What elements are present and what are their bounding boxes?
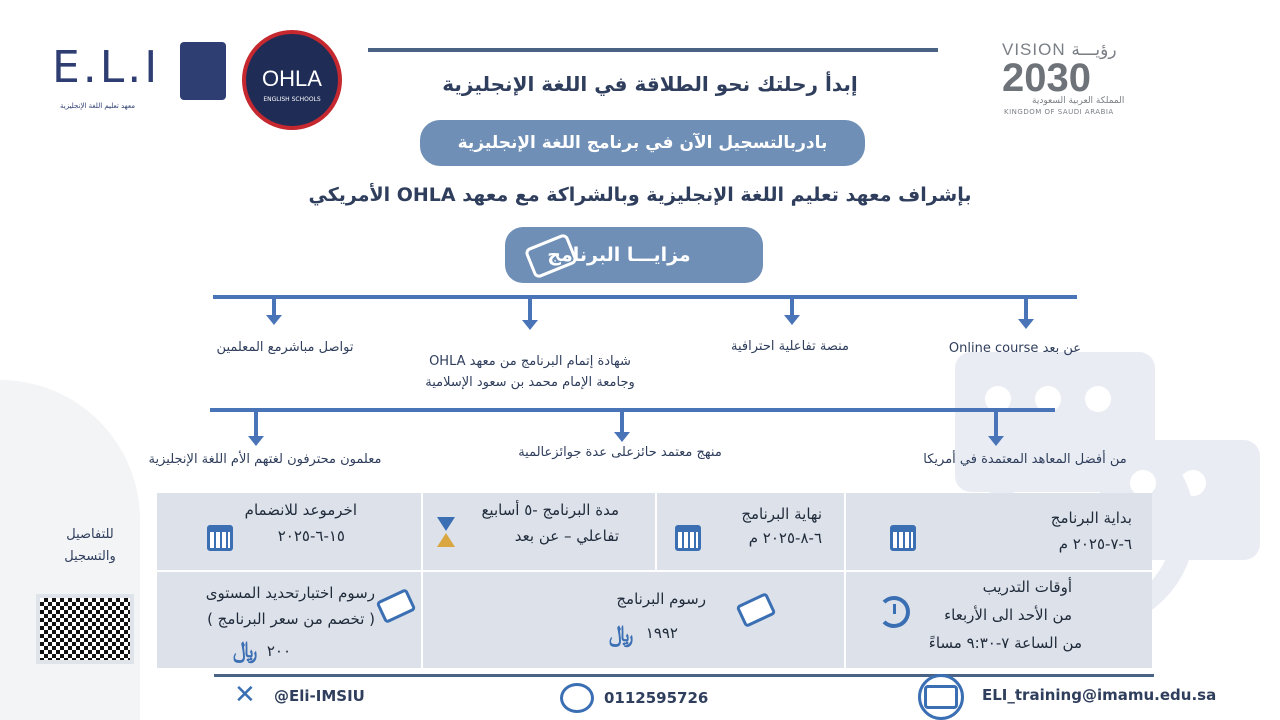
headline: إبدأ رحلتك نحو الطلاقة في اللغة الإنجليزية xyxy=(442,72,858,96)
ohla-logo xyxy=(242,30,342,130)
details-label xyxy=(50,524,130,568)
phone-number[interactable]: 0112595726 xyxy=(604,689,709,707)
test-title: رسوم اختبارتحديد المستوى xyxy=(205,584,375,602)
email-address[interactable]: ELI_training@imamu.edu.sa xyxy=(982,686,1217,704)
subtitle: بإشراف معهد تعليم اللغة الإنجليزية وبالشراكة مع معهد OHLA الأمريكي xyxy=(308,184,972,206)
feature-certificate-line2: وجامعة الإمام محمد بن سعود الإسلامية xyxy=(425,375,635,390)
details-line1: للتفاصيل xyxy=(66,527,114,542)
duration-cell xyxy=(423,495,655,569)
arrow-down-icon xyxy=(790,299,794,317)
feature-curriculum: منهج معتمد حائزعلى عدة جوائزعالمية xyxy=(518,445,722,460)
hourglass-icon-bottom xyxy=(437,533,455,547)
details-line2: والتسجيل xyxy=(64,549,116,564)
qr-code[interactable] xyxy=(36,594,134,664)
twitter-handle[interactable]: @Eli-IMSIU xyxy=(274,687,365,705)
payment-icon xyxy=(736,592,777,628)
ohla-logo-subtitle: ENGLISH SCHOOLS xyxy=(263,96,321,103)
start-title: بداية البرنامج xyxy=(1050,509,1132,527)
eli-logo xyxy=(52,40,232,120)
start-date: ٦-٧-٢٠٢٥ م xyxy=(1058,535,1132,553)
top-divider xyxy=(368,48,938,52)
test-cell xyxy=(157,572,421,668)
vision-kingdom-ar: المملكة العربية السعودية xyxy=(1032,96,1125,106)
vision-2030-logo xyxy=(1002,40,1152,120)
feature-native-teachers: معلمون محترفون لغتهم الأم اللغة الإنجليزية xyxy=(148,452,382,467)
test-value: ٢٠٠ xyxy=(266,642,291,660)
feature-accredited: من أفضل المعاهد المعتمدة في أمريكا xyxy=(923,452,1127,467)
hours-time: من الساعة ٧-٩:٣٠ مساءً xyxy=(928,634,1082,652)
calendar-icon xyxy=(890,525,916,551)
vision-year: 2030 xyxy=(1002,56,1091,100)
deadline-title: اخرموعد للانضمام xyxy=(244,501,357,519)
hours-cell xyxy=(846,572,1152,668)
duration-value: تفاعلي – عن بعد xyxy=(514,527,619,545)
mail-icon[interactable] xyxy=(918,674,964,720)
fees-value: ١٩٩٢ xyxy=(645,624,678,642)
hours-days: من الأحد الى الأربعاء xyxy=(944,606,1072,624)
arrow-down-icon xyxy=(994,412,998,438)
features-connector-1 xyxy=(213,295,1077,299)
clock-icon xyxy=(878,596,910,628)
hourglass-icon xyxy=(437,517,455,531)
feature-platform: منصة تفاعلية احترافية xyxy=(731,339,849,354)
end-title: نهاية البرنامج xyxy=(741,505,822,523)
features-connector-2 xyxy=(210,408,1055,412)
end-cell xyxy=(657,495,844,569)
arrow-down-icon xyxy=(528,299,532,322)
x-icon[interactable]: ✕ xyxy=(234,680,256,710)
phone-icon[interactable] xyxy=(560,683,594,713)
eli-logo-letters: E.L.I xyxy=(52,42,161,93)
payment-icon xyxy=(376,588,417,624)
riyal-icon: ﷼ xyxy=(609,622,634,647)
arrow-down-icon xyxy=(254,412,258,438)
bottom-divider xyxy=(214,674,1154,677)
fees-title: رسوم البرنامج xyxy=(616,590,706,608)
feature-teachers-contact: تواصل مباشرمع المعلمين xyxy=(216,340,354,355)
calendar-icon xyxy=(207,525,233,551)
register-banner: بادربالتسجيل الآن في برنامج اللغة الإنجليزية xyxy=(420,120,865,166)
arrow-down-icon xyxy=(272,299,276,317)
feature-certificate-line1: شهادة إتمام البرنامج من معهد OHLA xyxy=(429,354,631,369)
calendar-icon xyxy=(675,525,701,551)
arrow-down-icon xyxy=(1024,299,1028,321)
feature-online: عن بعد Online course xyxy=(948,341,1082,356)
test-note: ( تخصم من سعر البرنامج ) xyxy=(207,610,375,628)
end-date: ٦-٨-٢٠٢٥ م xyxy=(748,529,822,547)
deadline-date: ١٥-٦-٢٠٢٥ xyxy=(277,527,345,545)
vision-label: VISION رؤيـــة xyxy=(1002,40,1117,59)
ohla-logo-text: OHLA xyxy=(262,66,322,91)
imsiu-emblem xyxy=(180,42,226,100)
hours-title: أوقات التدريب xyxy=(982,578,1072,596)
arrow-down-icon xyxy=(620,412,624,434)
start-cell xyxy=(846,495,1152,569)
fees-cell xyxy=(423,572,844,668)
deadline-cell xyxy=(157,495,421,569)
features-banner-label: مزايـــا البرنامج xyxy=(547,244,691,266)
riyal-icon: ﷼ xyxy=(233,638,258,663)
eli-logo-subtitle: معهد تعليم اللغة الإنجليزية xyxy=(60,102,136,110)
vision-kingdom-en: KINGDOM OF SAUDI ARABIA xyxy=(1004,108,1114,116)
duration-title: مدة البرنامج -٥ أسابيع xyxy=(481,501,619,519)
